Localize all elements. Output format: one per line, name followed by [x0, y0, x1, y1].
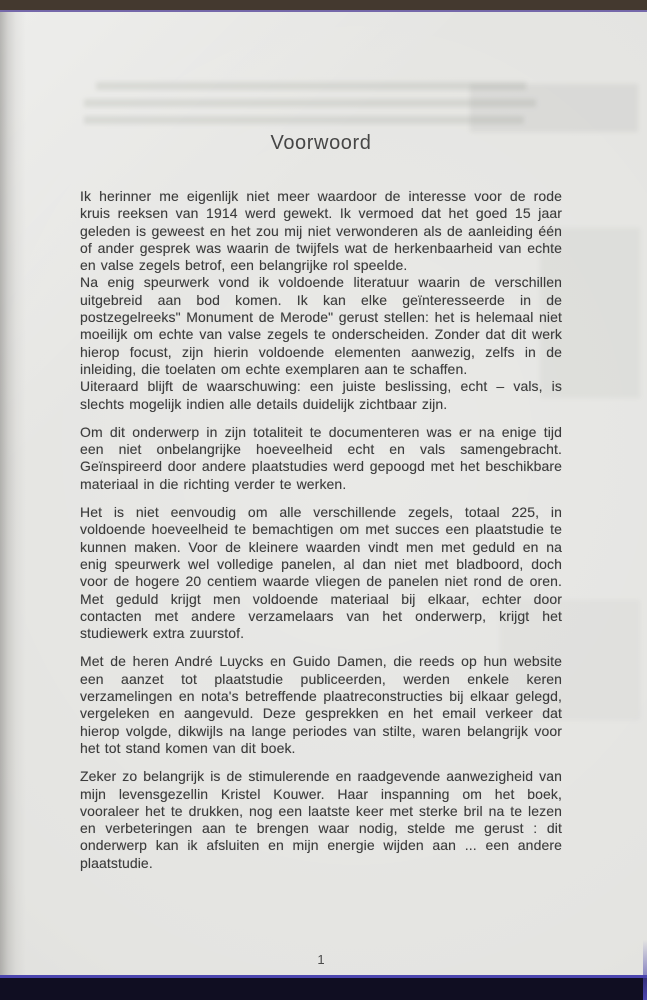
paragraph: Na enig speurwerk vond ik voldoende literatuur waarin de verschillen uitgebreid aan bod komen. Ik kan elke geïnteresseerde in de postzegelreeks" Monument de Merode" gerust stellen: het is helemaal niet moeilijk om echte van valse zegels te onderscheiden. Zonder dat dit werk hierop focust, zijn hierin voldoende elementen aanwezig, zelfs in de inleiding, die toelaten om echte exemplaren aan te schaffen. — [80, 274, 562, 377]
body-text — [80, 188, 562, 872]
page-title: Voorwoord — [270, 132, 372, 154]
text-block-3 — [80, 504, 562, 642]
paragraph: Uiteraard blijft de waarschuwing: een juiste beslissing, echt – vals, is slechts mogelijk indien alle details duidelijk zichtbaar zijn. — [80, 378, 562, 412]
paragraph: Ik herinner me eigenlijk niet meer waardoor de interesse voor de rode kruis reeksen van 1914 werd gewekt. Ik vermoed dat het goed 15 jaar geleden is geweest en het zou mij niet verwonderen als de aanleiding één of ander gesprek was waarin de twijfels wat de herkenbaarheid van echte en valse zegels betrof, een belangrijke rol speelde. — [80, 188, 562, 274]
scanner-background-top — [0, 0, 647, 12]
paragraph: Met de heren André Luycks en Guido Damen, die reeds op hun website een aanzet tot plaatstudie publiceerden, werden enkele keren verzamelingen en nota's betreffende plaatreconstructies bij elkaar gelegd, vergeleken en aangevuld. Deze gesprekken en het email verkeer dat hierop volgde, dikwijls na lange periodes van stilte, waren belangrijk voor het tot stand komen van dit boek. — [80, 653, 562, 756]
scanner-edge-highlight — [643, 940, 647, 1000]
text-block-2 — [80, 424, 562, 493]
scanner-background-bottom — [0, 975, 647, 1000]
page-number: 1 — [317, 952, 325, 967]
text-block-4 — [80, 653, 562, 757]
text-block-5 — [80, 768, 562, 872]
paragraph: Om dit onderwerp in zijn totaliteit te documenteren was er na enige tijd een niet onbelangrijke hoeveelheid echt en vals samengebracht. Geïnspireerd door andere plaatstudies werd gepoogd met het beschikbare materiaal in die richting verder te werken. — [80, 423, 562, 492]
paragraph: Het is niet eenvoudig om alle verschillende zegels, totaal 225, in voldoende hoeveelheid te bemachtigen om met succes een plaatstudie te kunnen maken. Voor de kleinere waarden vindt men met geduld en na enig speurwerk wel volledige panelen, al dan niet met bladboord, doch voor de hogere 20 centiem waarde vliegen de panelen niet rond de oren. Met geduld krijgt men voldoende materiaal bij elkaar, echter door contacten met andere verzamelaars van het onderwerp, krijgt het studiewerk extra zuurstof. — [80, 504, 562, 642]
paragraph: Zeker zo belangrijk is de stimulerende en raadgevende aanwezigheid van mijn levensgezellin Kristel Kouwer. Haar inspanning om het boek, vooraleer het te drukken, nog een laatste keer met sterke bril na te lezen en verbeteringen aan te brengen waar nodig, stelde me gerust : dit onderwerp kan ik afsluiten en mijn energie wijden aan ... een andere plaatstudie. — [80, 768, 562, 871]
page-content — [80, 10, 562, 883]
text-block-1 — [80, 188, 562, 413]
